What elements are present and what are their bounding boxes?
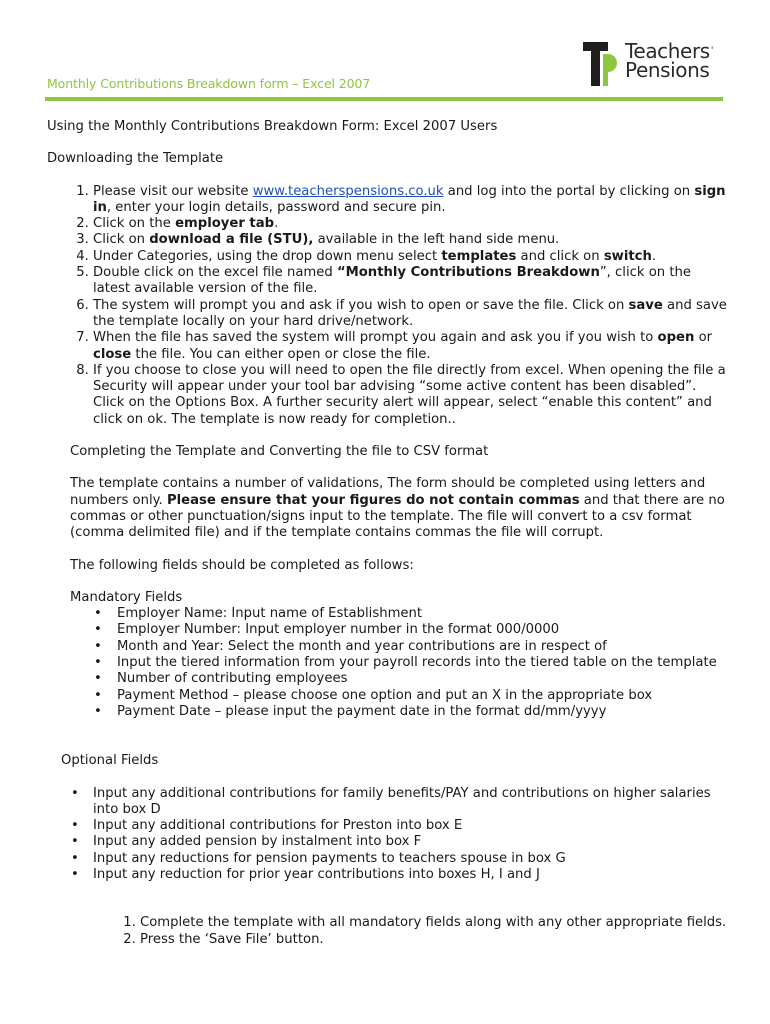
optional-heading: Optional Fields [61, 753, 159, 769]
list-item: 7. When the file has saved the system will prompt you again and ask you if you wish to open or close the file. You can either open or close the file. [93, 330, 727, 363]
list-item: • Employer Name: Input name of Establishment [117, 606, 727, 622]
tp-logo-icon [583, 42, 619, 86]
list-item: • Payment Date – please input the payment date in the format dd/mm/yyyy [117, 704, 727, 720]
download-steps-list [47, 184, 727, 428]
list-item: 2. Press the ‘Save File’ button. [140, 932, 727, 948]
main-heading: Using the Monthly Contributions Breakdown Form: Excel 2007 Users [47, 119, 498, 134]
logo-sup: ' [710, 46, 713, 56]
list-item: • Input any added pension by instalment into box F [93, 834, 727, 850]
downloading-heading: Downloading the Template [47, 151, 224, 167]
logo-line2: Pensions [625, 58, 710, 82]
logo-line1: Teachers [625, 39, 710, 63]
list-item: • Payment Method – please choose one option and put an X in the appropriate box [117, 688, 727, 704]
list-item: 5. Double click on the excel file named “Monthly Contributions Breakdown”, click on the latest available version of the file. [93, 265, 727, 298]
mandatory-heading: Mandatory Fields [70, 589, 183, 605]
list-item: 4. Under Categories, using the drop down menu select templates and click on switch. [93, 249, 727, 265]
list-item: 2. Click on the employer tab. [93, 216, 727, 232]
header-title: Monthly Contributions Breakdown form – Excel 2007 [47, 76, 371, 91]
website-link[interactable]: www.teacherspensions.co.uk [252, 183, 444, 199]
following-fields-text: The following fields should be completed as follows: [70, 557, 414, 573]
teachers-pensions-logo [583, 39, 713, 86]
list-item: • Input any additional contributions for Preston into box E [93, 818, 727, 834]
completing-heading: Completing the Template and Converting the file to CSV format [70, 444, 489, 460]
list-item: • Employer Number: Input employer number in the format 000/0000 [117, 622, 727, 638]
list-item: • Month and Year: Select the month and year contributions are in respect of [117, 639, 727, 655]
final-steps-list [47, 915, 727, 948]
header-rule [45, 97, 723, 101]
list-item: • Input any reduction for prior year contributions into boxes H, I and J [93, 867, 727, 883]
list-item: • Number of contributing employees [117, 671, 727, 687]
list-item: 1. Please visit our website www.teacherspensions.co.uk and log into the portal by clicking on sign in, enter your login details, password and secure pin. [93, 184, 727, 217]
list-item: 8. If you choose to close you will need to open the file directly from excel. When opening the file a Security will appear under your tool bar advising “some active content has been disabled”. Click on the Options Box. A further security alert will appear, select “enable this content” and click on ok. The template is now ready for completion.. [93, 363, 727, 428]
document-body [47, 119, 727, 948]
list-item: 6. The system will prompt you and ask if you wish to open or save the file. Click on save and save the template locally on your hard drive/network. [93, 298, 727, 331]
list-item: • Input any additional contributions for family benefits/PAY and contributions on higher salaries into box D [93, 786, 727, 819]
list-item: 3. Click on download a file (STU), available in the left hand side menu. [93, 232, 727, 248]
optional-list [47, 786, 727, 884]
completing-paragraph: The template contains a number of validations, The form should be completed using letters and numbers only. Please ensure that your figures do not contain commas and that there are no commas or other punctuation/signs input to the template. The file will convert to a csv format (comma delimited file) and if the template contains commas the file will corrupt. [70, 476, 725, 541]
mandatory-list [70, 606, 727, 720]
list-item: • Input the tiered information from your payroll records into the tiered table on the template [117, 655, 727, 671]
list-item: 1. Complete the template with all mandatory fields along with any other appropriate fields. [140, 915, 727, 931]
list-item: • Input any reductions for pension payments to teachers spouse in box G [93, 851, 727, 867]
